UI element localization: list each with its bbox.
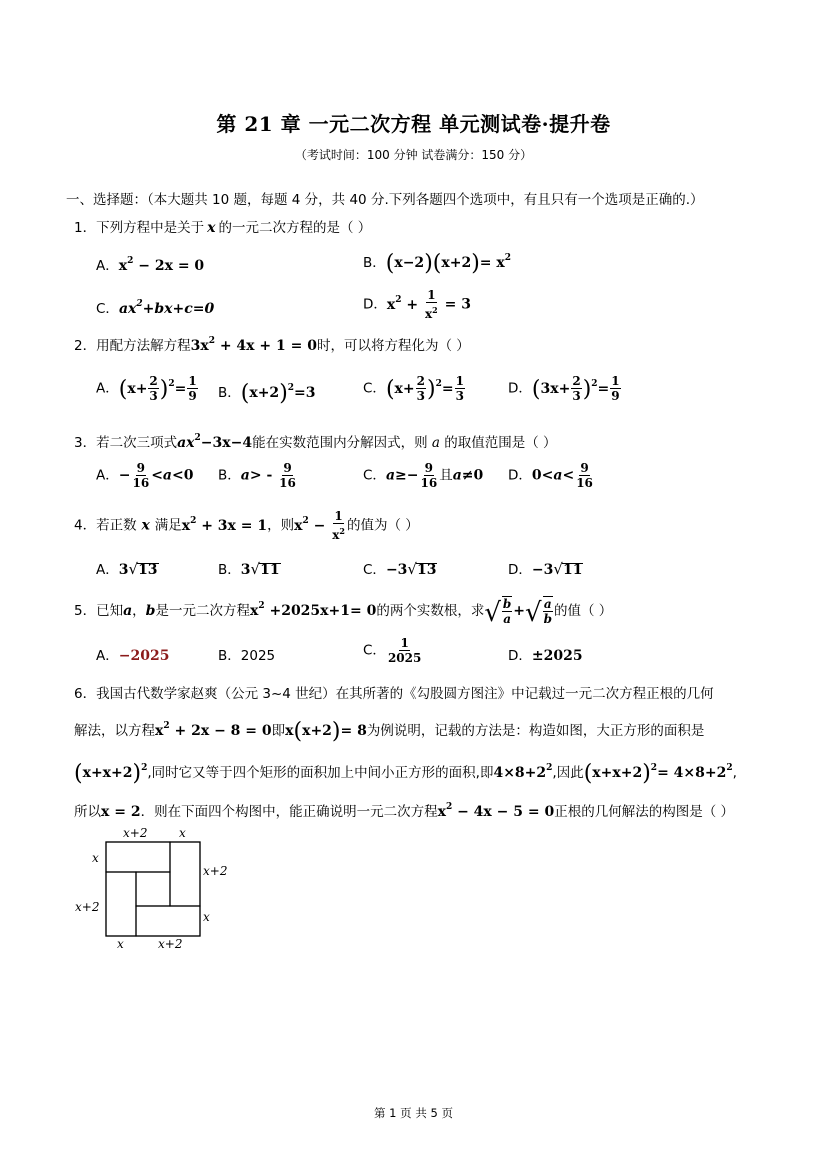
outer-square xyxy=(106,842,200,936)
question-3-stem: 3．若二次三项式$ax^2-3x-4$能在实数范围内分解因式，则 a 的取值范围是（ ） xyxy=(74,433,557,451)
question-6-line-3: $(x+x+2)^2$,同时它又等于四个矩形的面积加上中间小正方形的面积,即$4\times 8+2^2$,因此$(x+x+2)^2= 4\times 8+2^2$, xyxy=(74,761,737,786)
page-footer: 第 1 页 共 5 页 xyxy=(374,1106,453,1120)
question-3-option-a[interactable]: A．− $\frac{9}{16}$ <a<0 xyxy=(96,461,194,490)
question-5-stem: 5．已知a，b是一元二次方程$x^2 +2025x+1= 0$的两个实数根，求√ $\frac{b}{a}$ +√ $\frac{a}{b}$ 的值（ ） xyxy=(74,597,613,628)
question-1-option-c[interactable]: C．$ax^2+bx+c=0$ xyxy=(96,299,215,317)
question-4-option-a[interactable]: A．3√13 xyxy=(96,560,158,578)
rect-top xyxy=(106,842,170,872)
question-1-option-a[interactable]: A．$x^2 - 2x = 0$ xyxy=(96,256,205,274)
question-4-stem: 4．若正数 x 满足$x^2 + 3x = 1$，则$x^2$ − $\frac{1}{x^2}$ 的值为（ ） xyxy=(74,509,419,542)
question-3-option-d[interactable]: D．0<a< $\frac{9}{16}$ xyxy=(508,461,593,490)
question-1-option-d[interactable]: D．$x^2$ + $\frac{1}{x^2}$ = 3 xyxy=(363,288,471,321)
label-left-bottom: x+2 xyxy=(75,900,100,914)
question-1-stem: 1．下列方程中是关于 x 的一元二次方程的是（ ） xyxy=(74,220,372,236)
question-5-option-c[interactable]: C． $\frac{1}{2025}$ xyxy=(363,636,422,665)
question-2-option-b[interactable]: B．$(x+2)^2=3$ xyxy=(218,381,316,406)
question-6-line-4: 所以x = 2．则在下面四个构图中，能正确说明一元二次方程$x^2 - 4x - 5 = 0$正根的几何解法的构图是（ ） xyxy=(74,802,735,820)
question-6-line-2: 解法，以方程$x^2 + 2x - 8 = 0$即x(x+2)= 8为例说明，记载的方法是：构造如图，大正方形的面积是 xyxy=(74,719,705,744)
question-2-stem: 2．用配方法解方程$3x^2 + 4x + 1 = 0$时，可以将方程化为（ ） xyxy=(74,336,470,354)
question-3-option-b[interactable]: B．a> - $\frac{9}{16}$ xyxy=(218,461,296,490)
question-3-option-c[interactable]: C．a≥− $\frac{9}{16}$ 且a≠0 xyxy=(363,461,484,490)
rect-left xyxy=(106,872,136,936)
question-4-option-d[interactable]: D．−3√11 xyxy=(508,560,583,578)
exam-info: （考试时间：100 分钟 试卷满分：150 分） xyxy=(294,148,533,162)
question-4-option-b[interactable]: B．3√11 xyxy=(218,560,280,578)
label-top-right: x xyxy=(179,826,186,840)
page-title: 第 21 章 一元二次方程 单元测试卷·提升卷 xyxy=(216,112,611,136)
question-6-line-1: 6．我国古代数学家赵爽（公元 3~4 世纪）在其所著的《勾股圆方图注》中记载过一元二次方程正根的几何 xyxy=(74,686,714,702)
question-2-option-a[interactable]: A．(x+ $\frac{2}{3}$ )$^2$= $\frac{1}{9}$ xyxy=(96,374,197,403)
question-4-option-c[interactable]: C．−3√13 xyxy=(363,560,437,578)
label-right-top: x+2 xyxy=(203,864,228,878)
rect-right xyxy=(170,842,200,906)
inner-square xyxy=(136,872,170,906)
question-5-option-d[interactable]: D．±2025 xyxy=(508,648,583,664)
question-5-option-b[interactable]: B．2025 xyxy=(218,648,276,664)
question-5-option-a[interactable]: A．−2025 xyxy=(96,648,170,664)
question-1-option-b[interactable]: B．$(x-2)(x+2)= x^2$ xyxy=(363,251,512,276)
label-top-left: x+2 xyxy=(123,826,148,840)
section-heading: 一、选择题：（本大题共 10 题，每题 4 分，共 40 分.下列各题四个选项中，有且只有一个选项是正确的.） xyxy=(66,192,704,208)
label-left-top: x xyxy=(92,851,99,865)
rect-bottom xyxy=(136,906,200,936)
geometry-figure xyxy=(70,824,240,958)
question-2-option-d[interactable]: D．(3x+ $\frac{2}{3}$ )$^2$= $\frac{1}{9}$ xyxy=(508,374,620,403)
question-2-option-c[interactable]: C．(x+ $\frac{2}{3}$ )$^2$= $\frac{1}{3}$ xyxy=(363,374,464,403)
label-right-bottom: x xyxy=(203,910,210,924)
label-bottom-right: x+2 xyxy=(158,937,183,951)
label-bottom-left: x xyxy=(117,937,124,951)
